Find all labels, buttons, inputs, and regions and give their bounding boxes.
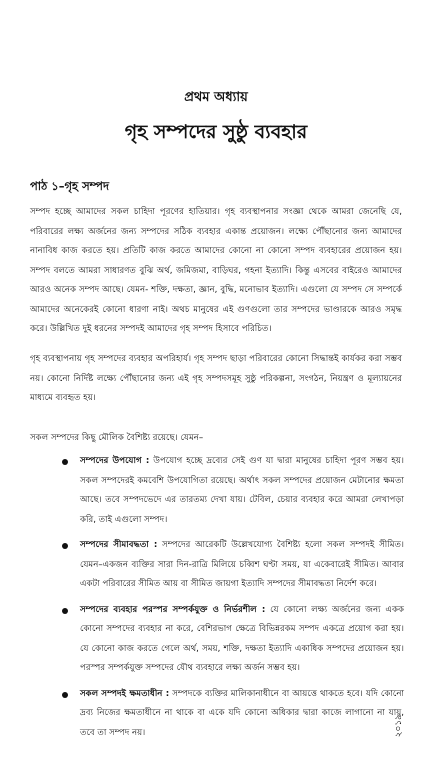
list-item-text: সম্পদকে ব্যক্তির মালিকানাধীনে বা আয়ত্তে থাকতে হবে। যদি কোনো দ্রব্য নিজের ক্ষমতাধীনে না থাকে বা একে যদি কোনো অধিকার দ্বারা কাজে লাগানো না যায়, তবে তা সম্পদ নয়। (80, 688, 404, 738)
list-item-heading: সম্পদের ব্যবহার পরস্পর সম্পর্কযুক্ত ও নির্ভরশীল : (80, 604, 266, 615)
bullet-intro: সকল সম্পদের কিছু মৌলিক বৈশিষ্ট্য রয়েছে। যেমন– (30, 433, 204, 443)
list-item-text: সম্পদের আরেকটি উল্লেখযোগ্য বৈশিষ্ট্য হলো সকল সম্পদই সীমিত। যেমন–একজন ব্যক্তির সারা দিন-রাত্রি মিলিয়ে চব্বিশ ঘণ্টা সময়, যা একেবারেই সীমিত। আবার একটা পরিবারের সীমিত আয় বা সীমিত জায়গা ইত্যাদি সম্পদের সীমাবদ্ধতা নির্দেশ করে। (80, 540, 404, 589)
page-title: গৃহ সম্পদের সুষ্ঠু ব্যবহার (124, 121, 308, 143)
lesson-heading: পাঠ ১–গৃহ সম্পদ (30, 179, 110, 193)
list-item-text: উপযোগ হচ্ছে দ্রব্যের সেই গুণ যা দ্বারা মানুষের চাহিদা পূরণ সম্ভব হয়। সকল সম্পদেরই কমবেশি উপযোগিতা রয়েছে। অর্থাৎ সকল সম্পদের প্রয়োজন মেটানোর ক্ষমতা আছে। তবে সম্পদভেদে এর তারতম্য দেখা যায়। টেবিল, চেয়ার ব্যবহার করে আমরা লেখাপড়া করি, তাই এগুলো সম্পদ। (80, 456, 404, 525)
bullet-icon (62, 608, 68, 614)
bullet-icon (62, 543, 68, 549)
list-item-heading: সকল সম্পদই ক্ষমতাধীন : (80, 688, 170, 699)
list-item (58, 685, 404, 744)
list-item (58, 536, 404, 595)
paragraph-2: গৃহ ব্যবস্থাপনায় গৃহ সম্পদের ব্যবহার অপরিহার্য। গৃহ সম্পদ ছাড়া পরিবারের কোনো সিদ্ধান্তই কার্যকর করা সম্ভব নয়। কোনো নির্দিষ্ট লক্ষ্যে পৌঁছানোর জন্য এই গৃহ সম্পদসমূহ সুষ্ঠু পরিকল্পনা, সংগঠন, নিয়ন্ত্রণ ও মূল্যায়নের মাধ্যমে ব্যবহৃত হয়। (30, 354, 402, 403)
chapter-heading: প্রথম অধ্যায় (184, 90, 248, 105)
list-item (58, 601, 404, 679)
list-item-text: যে কোনো লক্ষ্য অর্জনের জন্য একক কোনো সম্পদের ব্যবহার না করে, বেশিরভাগ ক্ষেত্রে বিভিন্নরকম সম্পদ একত্রে প্রয়োগ করা হয়। যে কোনো কাজ করতে গেলে অর্থ, সময়, শক্তি, দক্ষতা ইত্যাদি একাধিক সম্পদের প্রয়োজন হয়। পরস্পর সম্পর্কযুক্ত সম্পদের যৌথ ব্যবহারে লক্ষ্য অর্জন সম্ভব হয়। (80, 604, 404, 673)
page-number: ২০১৯ (394, 714, 404, 738)
feature-list (58, 452, 404, 749)
list-item-heading: সম্পদের সীমাবদ্ধতা : (80, 540, 158, 550)
list-item-heading: সম্পদের উপযোগ : (80, 456, 150, 466)
bullet-icon (62, 459, 68, 465)
bullet-icon (62, 692, 68, 698)
paragraph-1: সম্পদ হচ্ছে আমাদের সকল চাহিদা পূরণের হাতিয়ার। গৃহ ব্যবস্থাপনার সংজ্ঞা থেকে আমরা জেনেছি যে, পরিবারের লক্ষ্য অর্জনের জন্য সম্পদের সঠিক ব্যবহার একান্ত প্রয়োজন। লক্ষ্যে পৌঁছানোর জন্য আমাদের নানাবিধ কাজ করতে হয়। প্রতিটি কাজ করতে আমাদের কোনো না কোনো সম্পদ ব্যবহারের প্রয়োজন হয়। সম্পদ বলতে আমরা সাধারণত বুঝি অর্থ, জমিজমা, বাড়িঘর, গহনা ইত্যাদি। কিন্তু এসবের বাইরেও আমাদের আরও অনেক সম্পদ আছে। যেমন- শক্তি, দক্ষতা, জ্ঞান, বুদ্ধি, মনোভাব ইত্যাদি। এগুলো যে সম্পদ সে সম্পর্কে আমাদের অনেকেরই কোনো ধারণা নাই। অথচ মানুষের এই গুণগুলো তার সম্পদের ভাণ্ডারকে আরও সমৃদ্ধ করে। উল্লিখিত দুই ধরনের সম্পদই আমাদের গৃহ সম্পদ হিসাবে পরিচিত। (30, 207, 402, 334)
list-item (58, 452, 404, 530)
